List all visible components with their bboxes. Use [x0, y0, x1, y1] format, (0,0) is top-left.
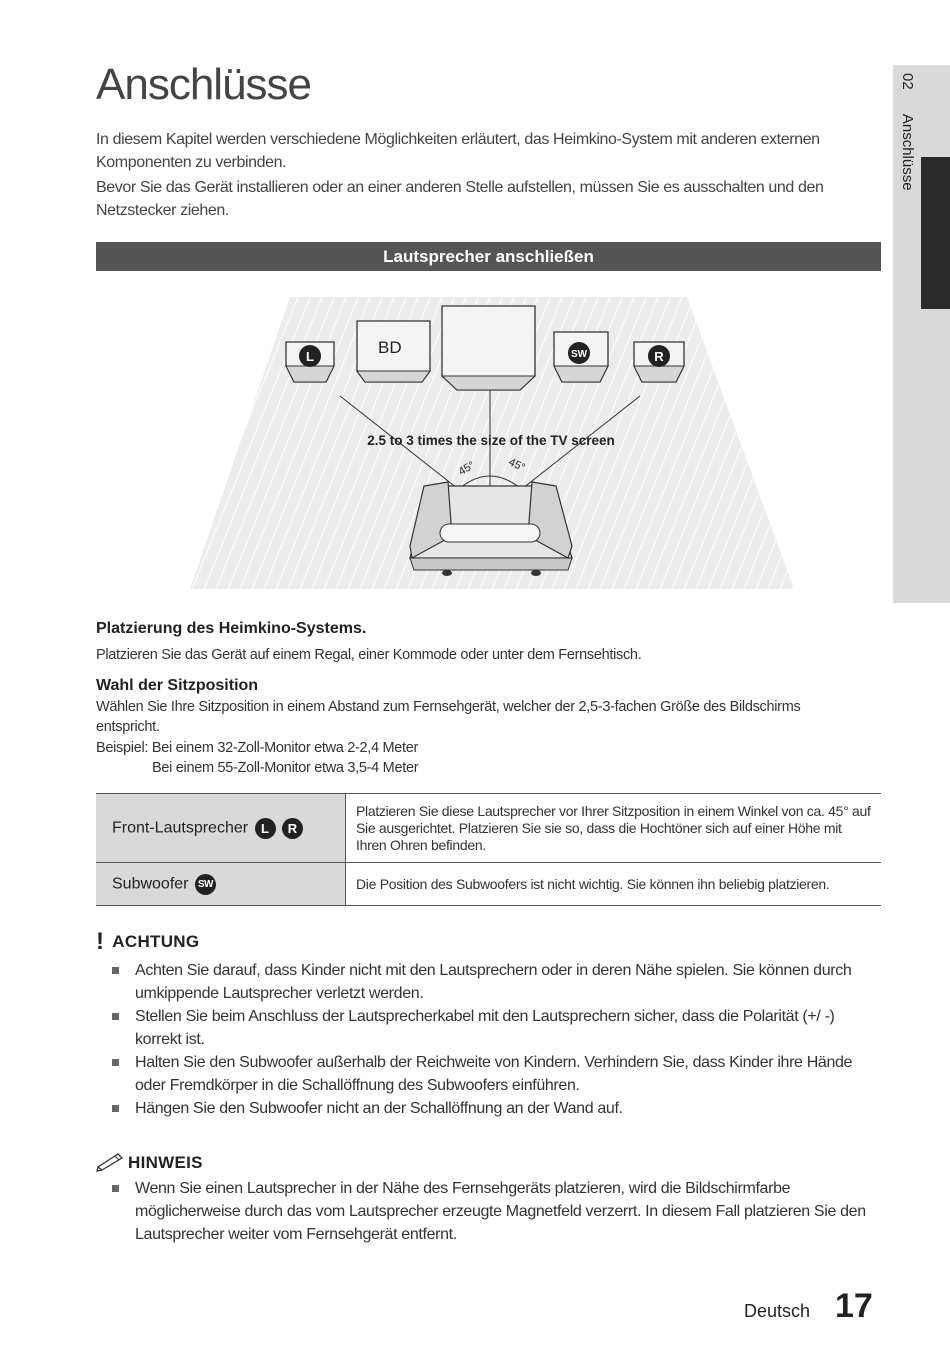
intro-text — [96, 128, 856, 224]
placement-text: Platzieren Sie das Gerät auf einem Regal, einer Kommode oder unter dem Fernsehtisch. — [96, 647, 642, 663]
caution-heading-text: ACHTUNG — [112, 932, 200, 951]
caution-list — [110, 959, 870, 1120]
speaker-placement-diagram — [190, 296, 794, 590]
list-item: Achten Sie darauf, dass Kinder nicht mit den Lautsprechern oder in deren Nähe spielen. Sie können durch umkippende Lautsprecher verletzt werden. — [110, 959, 870, 1005]
front-speaker-label: Front-Lautsprecher — [112, 819, 249, 837]
left-badge-icon: L — [255, 818, 276, 839]
front-speaker-label-cell — [96, 794, 346, 863]
chapter-tab-text — [893, 73, 921, 191]
seating-example-2: Bei einem 55-Zoll-Monitor etwa 3,5-4 Meter — [152, 760, 419, 776]
speaker-right — [634, 342, 684, 382]
front-speaker-description: Platzieren Sie diese Lautsprecher vor Ihrer Sitzposition in einem Winkel von ca. 45° auf Sie ausgerichtet. Platzieren Sie sie so, dass die Hochtöner sich auf einer Höhe mit Ihren Ohren befinden. — [346, 794, 882, 863]
right-badge: R — [654, 349, 664, 364]
page-title: Anschlüsse — [96, 60, 312, 109]
tv-box — [442, 306, 535, 390]
left-badge: L — [306, 349, 314, 364]
bd-label: BD — [378, 338, 402, 357]
list-item: Stellen Sie beim Anschluss der Lautsprecherkabel mit den Lautsprechern sicher, dass die Polarität (+/ -) korrekt ist. — [110, 1005, 870, 1051]
bd-player — [357, 321, 430, 382]
speaker-left — [286, 342, 334, 382]
table-row — [96, 794, 881, 863]
seating-example-1: Beispiel: Bei einem 32-Zoll-Monitor etwa 2-2,4 Meter — [96, 740, 419, 756]
list-item: Hängen Sie den Subwoofer nicht an der Schallöffnung an der Wand auf. — [110, 1097, 870, 1120]
placement-heading: Platzierung des Heimkino-Systems. — [96, 620, 367, 637]
page-number: 17 — [835, 1287, 873, 1325]
sw-badge: SW — [570, 349, 588, 360]
speaker-table — [96, 793, 881, 906]
warning-icon: ! — [96, 928, 105, 955]
angle-left-label: 45° — [456, 459, 477, 479]
table-row — [96, 863, 881, 906]
seating-heading: Wahl der Sitzposition — [96, 677, 259, 694]
subwoofer-label-cell — [96, 863, 346, 906]
right-badge-icon: R — [282, 818, 303, 839]
note-heading-text: HINWEIS — [128, 1153, 203, 1172]
section-heading-bar: Lautsprecher anschließen — [96, 242, 881, 271]
distance-caption: 2.5 to 3 times the size of the TV screen — [367, 433, 615, 448]
subwoofer — [554, 332, 608, 382]
subwoofer-description: Die Position des Subwoofers ist nicht wichtig. Sie können ihn beliebig platzieren. — [346, 863, 882, 906]
list-item: Halten Sie den Subwoofer außerhalb der Reichweite von Kindern. Verhindern Sie, dass Kinder ihre Hände oder Fremdkörper in die Schallöffnung des Subwoofers einführen. — [110, 1051, 870, 1097]
note-list — [110, 1177, 870, 1246]
chapter-side-tab — [893, 65, 950, 603]
seating-text: Wählen Sie Ihre Sitzposition in einem Abstand zum Fernsehgerät, welcher der 2,5-3-fachen Größe des Bildschirms entspricht. — [96, 699, 801, 735]
pencil-icon — [96, 1150, 126, 1177]
intro-paragraph-1: In diesem Kapitel werden verschiedene Möglichkeiten erläutert, das Heimkino-System mit anderen externen Komponenten zu verbinden. — [96, 131, 820, 171]
intro-paragraph-2: Bevor Sie das Gerät installieren oder an einer anderen Stelle aufstellen, müssen Sie es ausschalten und den Netzstecker ziehen. — [96, 179, 824, 219]
caution-heading — [96, 928, 199, 956]
sofa — [410, 482, 572, 576]
footer-language: Deutsch — [744, 1301, 811, 1321]
subwoofer-label: Subwoofer — [112, 875, 189, 893]
list-item: Wenn Sie einen Lautsprecher in der Nähe des Fernsehgeräts platzieren, wird die Bildschirmfarbe möglicherweise durch das vom Lautsprecher erzeugte Magnetfeld verzerrt. In diesem Fall platzieren Sie den Lautsprecher weiter vom Fernsehgerät entfernt. — [110, 1177, 870, 1246]
angle-right-label: 45° — [506, 456, 527, 475]
note-heading — [96, 1150, 203, 1177]
subwoofer-badge-icon: SW — [195, 874, 216, 895]
chapter-tab-marker — [921, 157, 950, 309]
chapter-number: 02 — [899, 73, 916, 90]
chapter-title: Anschlüsse — [899, 113, 916, 191]
